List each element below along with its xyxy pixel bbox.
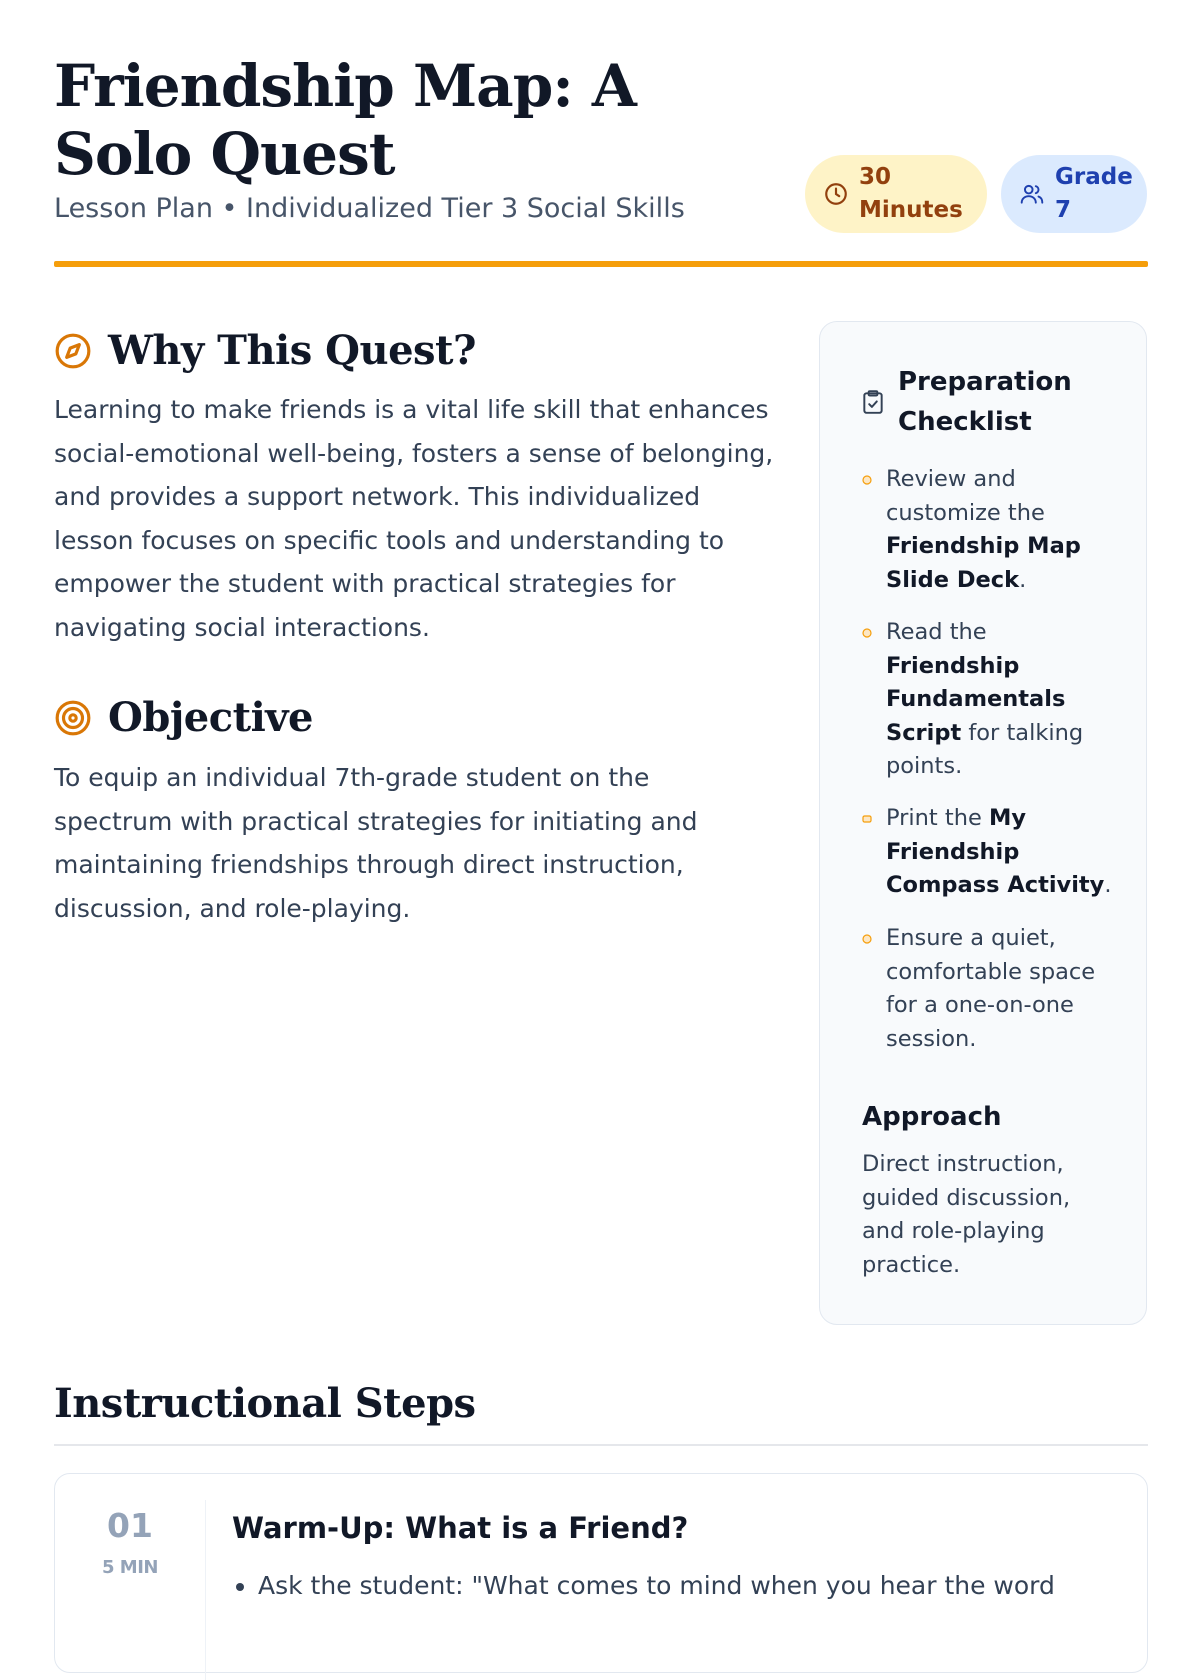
duration-badge: [805, 155, 987, 233]
checklist-item: Ensure a quiet, comfortable space for a one-on-one session.: [862, 922, 1122, 1056]
checklist-item: Read the Friendship Fundamentals Script for talking points.: [862, 616, 1122, 784]
checklist-item: Review and customize the Friendship Map Slide Deck.: [862, 463, 1122, 597]
step-bullet: • Ask the student: "What comes to mind when you hear the word: [258, 1566, 1138, 1606]
steps-divider: [54, 1444, 1148, 1446]
step-duration: 5 MIN: [102, 1557, 158, 1578]
target-icon: [54, 699, 92, 737]
printer-icon: [862, 814, 872, 824]
step-title: Warm-Up: What is a Friend?: [232, 1511, 689, 1545]
checklist-item: Print the My Friendship Compass Activity.: [862, 802, 1122, 903]
page-title: Friendship Map: A Solo Quest: [54, 52, 636, 188]
grade-badge-label: Grade 7: [1055, 164, 1133, 223]
objective-heading: Objective: [108, 694, 313, 741]
duration-badge-label: 30 Minutes: [859, 164, 963, 223]
lesson-plan-page: [54, 0, 1148, 1600]
users-icon: [1019, 181, 1045, 207]
preparation-sidebar: [819, 321, 1147, 1325]
checklist-header: [862, 362, 1108, 442]
why-section-header: [54, 327, 476, 375]
header-accent-rule: [54, 261, 1148, 267]
clock-icon: [823, 181, 849, 207]
approach-heading: Approach: [862, 1102, 1002, 1132]
clipboard-check-icon: [862, 389, 884, 415]
step-number: 01: [107, 1506, 153, 1545]
approach-body: Direct instruction, guided discussion, and role-playing practice.: [862, 1151, 1071, 1278]
bullet-dot-icon: [862, 475, 872, 485]
step-bullet-list: [232, 1566, 1138, 1606]
bullet-dot-icon: [862, 934, 872, 944]
bullet-dot-icon: [862, 628, 872, 638]
why-heading: Why This Quest?: [108, 327, 476, 374]
objective-section-header: [54, 694, 313, 742]
step-card: [54, 1473, 1148, 1673]
compass-icon: [54, 332, 92, 370]
objective-body: To equip an individual 7th-grade student on the spectrum with practical strategies for initiating and maintaining friendships through direct instruction, discussion, and role-playing.: [54, 763, 698, 923]
grade-badge: [1001, 155, 1147, 233]
page-subtitle: Lesson Plan • Individualized Tier 3 Social Skills: [54, 193, 685, 224]
checklist-heading: Preparation Checklist: [898, 367, 1072, 437]
why-body: Learning to make friends is a vital life skill that enhances social-emotional well-being, fosters a sense of belonging, and provides a support network. This individualized lesson focuses on specific tools and understanding to empower the student with practical strategies for navigating social interactions.: [54, 395, 774, 642]
step-column-divider: [205, 1500, 206, 1680]
steps-heading: Instructional Steps: [54, 1380, 476, 1427]
